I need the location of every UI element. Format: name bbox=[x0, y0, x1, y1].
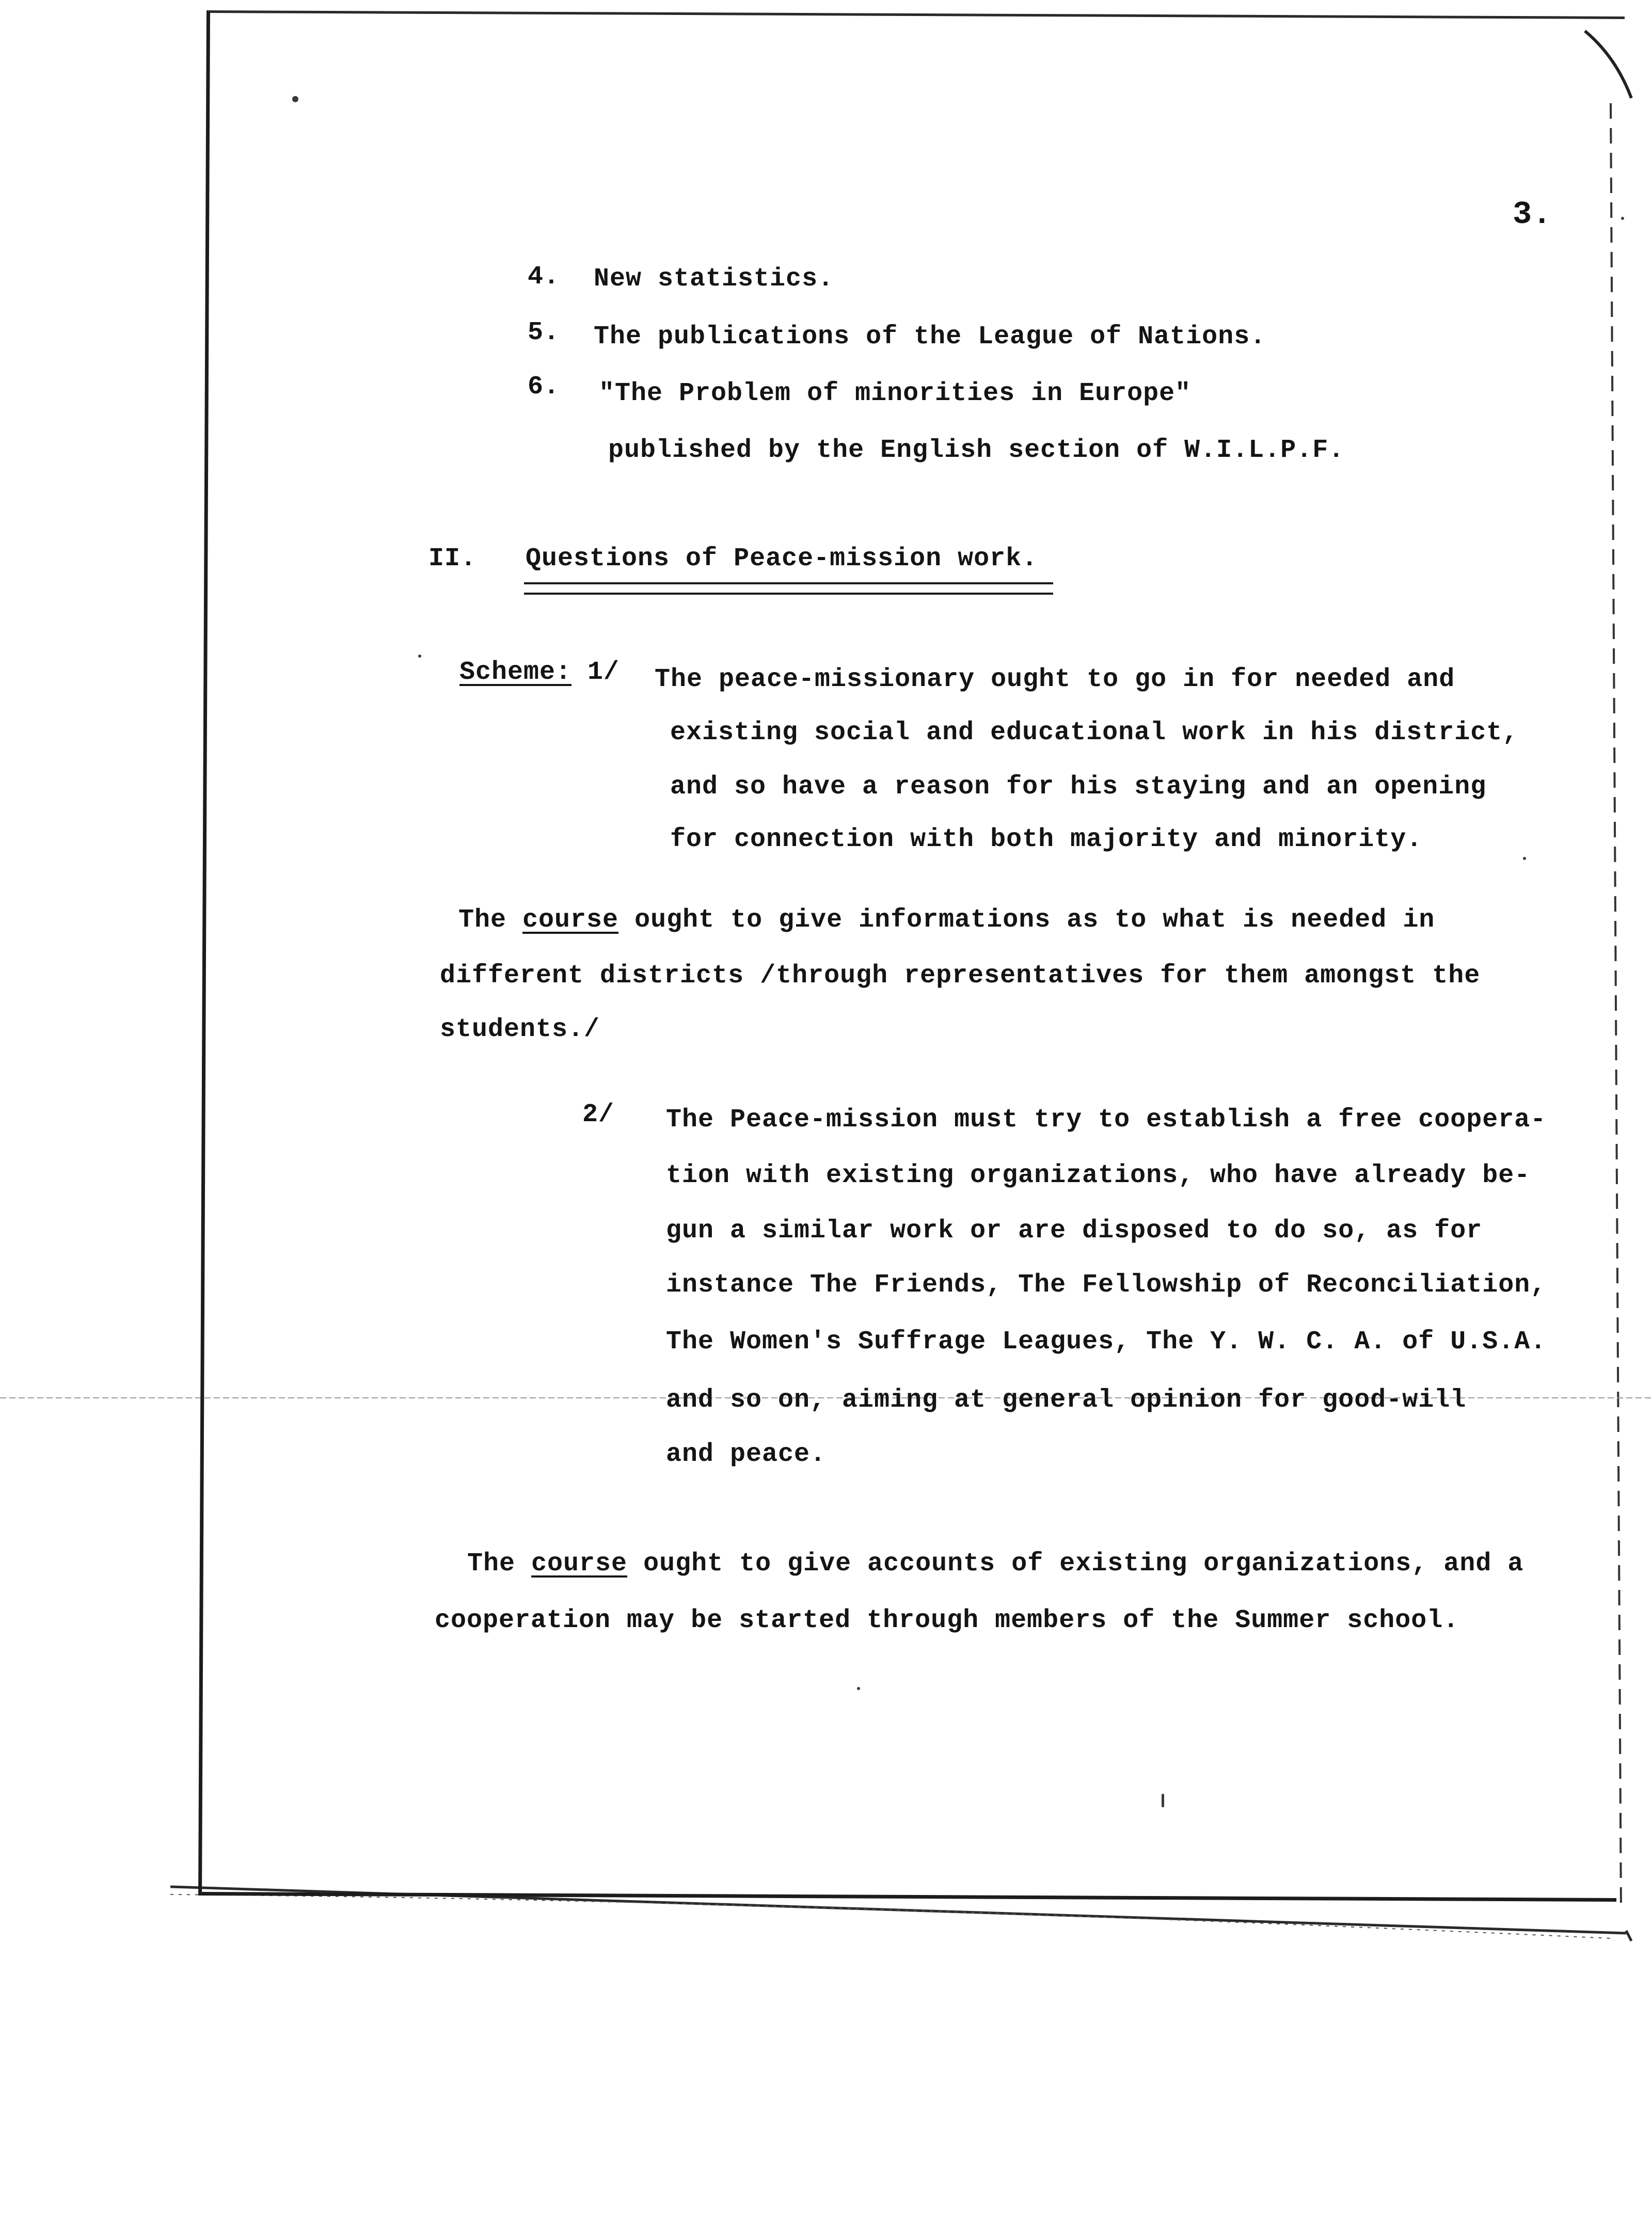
list-item-number: 6. bbox=[528, 372, 560, 402]
ink-speck bbox=[1162, 1794, 1164, 1807]
scheme-item-number: 1/ bbox=[587, 658, 620, 687]
scheme-label: Scheme: bbox=[459, 658, 572, 687]
paragraph-line: The Peace-mission must try to establish a free coopera- bbox=[666, 1105, 1547, 1135]
paragraph-text: ought to give accounts of existing organizations, and a bbox=[643, 1549, 1524, 1579]
paragraph-line: The peace-missionary ought to go in for needed and bbox=[655, 665, 1455, 694]
list-item-text: New statistics. bbox=[594, 264, 834, 294]
paragraph-line: for connection with both majority and minority. bbox=[670, 825, 1423, 854]
paragraph-line bbox=[467, 1551, 1523, 1577]
section-title-double-underline bbox=[524, 582, 1053, 595]
course-emphasis: course bbox=[531, 1549, 628, 1579]
paragraph-line: gun a similar work or are disposed to do so, as for bbox=[666, 1216, 1483, 1246]
paragraph-line: and so on, aiming at general opinion for good-will bbox=[666, 1385, 1467, 1415]
list-item-text: The publications of the League of Nations. bbox=[594, 322, 1266, 352]
ink-speck bbox=[1523, 857, 1526, 860]
paragraph-text: ought to give informations as to what is needed in bbox=[634, 905, 1435, 935]
paragraph-line: instance The Friends, The Fellowship of Reconciliation, bbox=[666, 1270, 1547, 1300]
ink-speck bbox=[418, 655, 421, 658]
paragraph-line: students./ bbox=[440, 1015, 600, 1044]
paragraph-lead: The bbox=[467, 1549, 516, 1579]
paragraph-line: The Women's Suffrage Leagues, The Y. W. C. A. of U.S.A. bbox=[666, 1327, 1547, 1357]
paragraph-line: and peace. bbox=[666, 1440, 827, 1469]
section-numeral: II. bbox=[428, 544, 477, 574]
ink-speck bbox=[857, 1687, 860, 1690]
scheme-item-number: 2/ bbox=[582, 1100, 615, 1129]
paragraph-line bbox=[458, 907, 1435, 933]
paragraph-line: different districts /through representatives for them amongst the bbox=[440, 961, 1481, 991]
list-item-number: 5. bbox=[528, 318, 560, 347]
list-item-text: "The Problem of minorities in Europe" bbox=[599, 379, 1192, 408]
section-title: Questions of Peace-mission work. bbox=[526, 544, 1038, 574]
ink-speck bbox=[292, 96, 298, 102]
paragraph-line: cooperation may be started through members of the Summer school. bbox=[435, 1606, 1459, 1635]
paragraph-line: existing social and educational work in his district, bbox=[670, 718, 1519, 747]
paragraph-line: and so have a reason for his staying and an opening bbox=[670, 772, 1487, 802]
paragraph-line: tion with existing organizations, who have already be- bbox=[666, 1161, 1531, 1190]
paragraph-lead: The bbox=[458, 905, 507, 935]
course-emphasis: course bbox=[522, 905, 619, 935]
ink-speck bbox=[1621, 217, 1624, 220]
list-item-continuation: published by the English section of W.I.L.P.F. bbox=[608, 436, 1345, 465]
list-item-number: 4. bbox=[528, 262, 560, 292]
page-number: 3. bbox=[1513, 196, 1552, 233]
